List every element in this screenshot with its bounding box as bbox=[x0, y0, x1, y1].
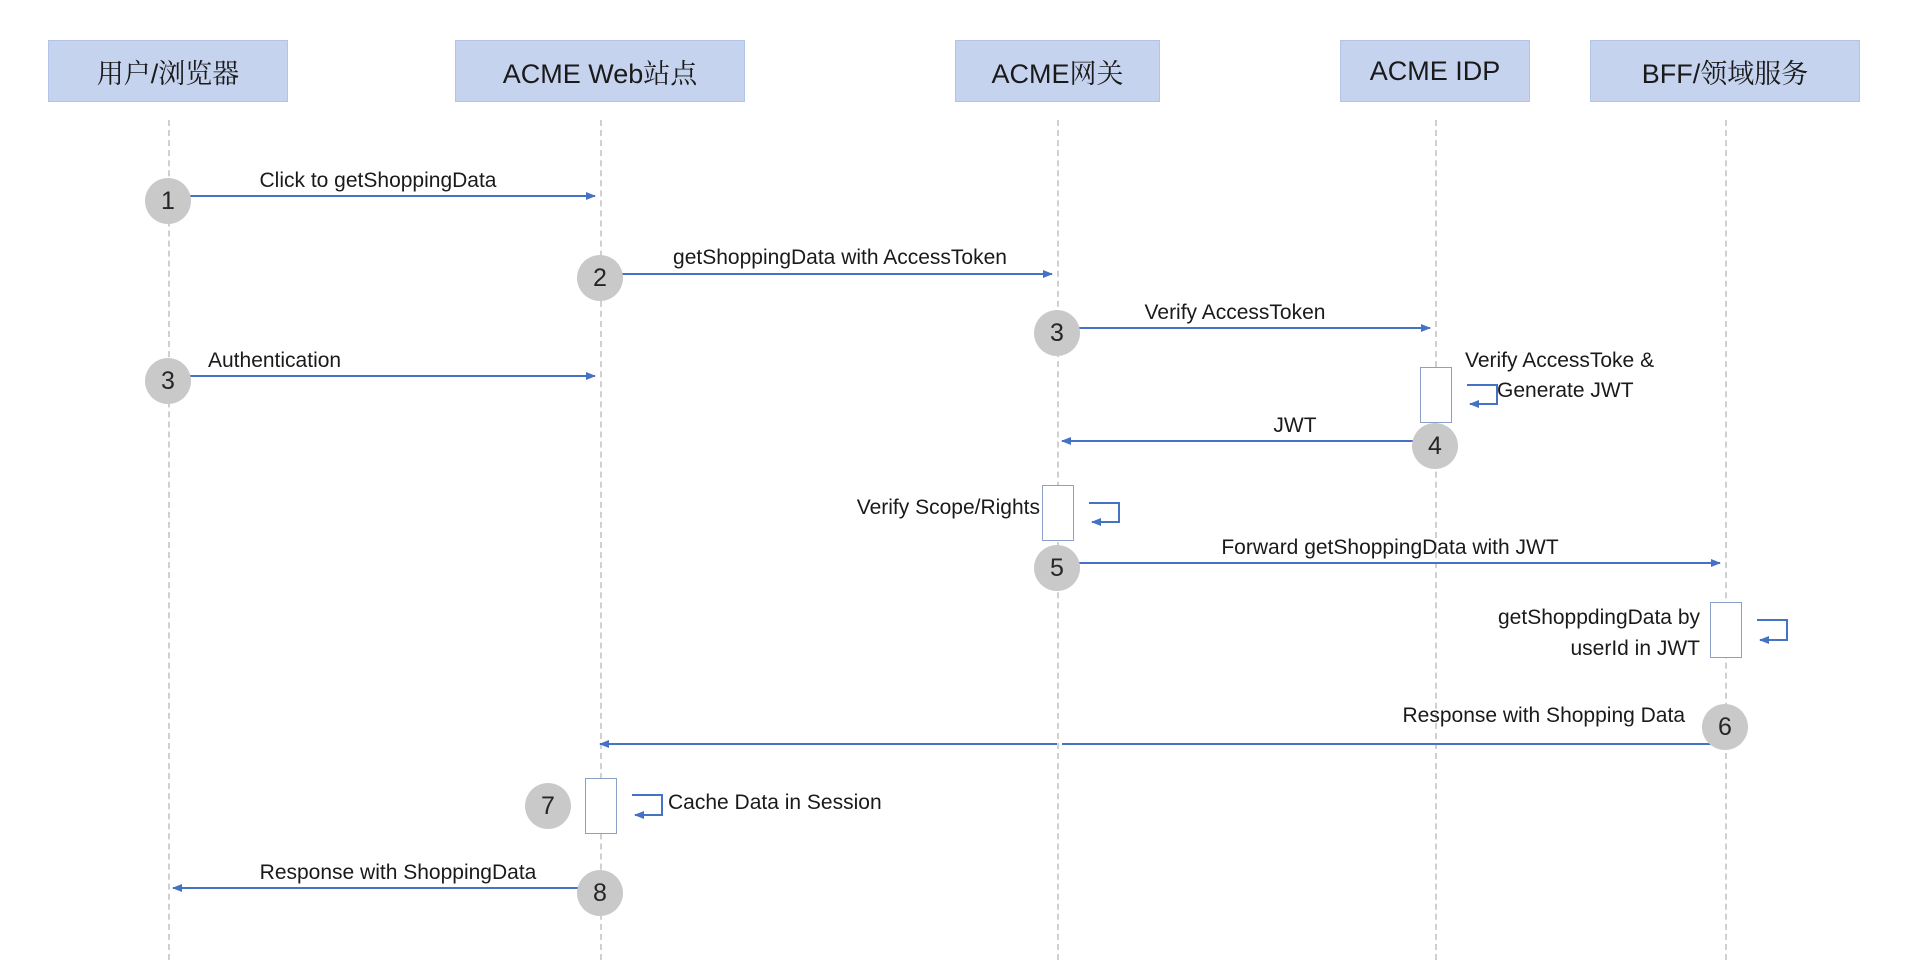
message-label-cache-data: Cache Data in Session bbox=[668, 791, 882, 814]
self-call-box-bff bbox=[1710, 602, 1742, 658]
actor-bff bbox=[1590, 40, 1860, 102]
lifeline-website bbox=[600, 120, 602, 960]
self-call-box-idp bbox=[1420, 367, 1452, 423]
message-label-forward: Forward getShoppingData with JWT bbox=[1221, 536, 1559, 559]
message-label-response-shopping-data: Response with Shopping Data bbox=[1402, 704, 1685, 727]
actor-idp bbox=[1340, 40, 1530, 102]
message-label-2: getShoppingData with AccessToken bbox=[673, 246, 1007, 269]
message-label-getshopping-line2: userId in JWT bbox=[1570, 637, 1700, 660]
sequence-badge-3-auth: 3 bbox=[145, 358, 191, 404]
message-label-jwt: JWT bbox=[1273, 414, 1317, 437]
self-call-box-website bbox=[585, 778, 617, 834]
message-label-authentication: Authentication bbox=[208, 349, 342, 372]
sequence-badge-2: 2 bbox=[577, 255, 623, 301]
sequence-badge-8: 8 bbox=[577, 870, 623, 916]
sequence-badge-4: 4 bbox=[1412, 423, 1458, 469]
message-label-getshopping-line1: getShoppdingData by bbox=[1498, 606, 1700, 629]
lifeline-user bbox=[168, 120, 170, 960]
message-label-verify-jwt-line2: Generate JWT bbox=[1497, 379, 1634, 402]
actor-gateway bbox=[955, 40, 1160, 102]
message-label-verify-jwt-line1: Verify AccessToke & bbox=[1465, 349, 1655, 372]
actor-user bbox=[48, 40, 288, 102]
sequence-badge-7: 7 bbox=[525, 783, 571, 829]
lifeline-bff bbox=[1725, 120, 1727, 960]
sequence-badge-1: 1 bbox=[145, 178, 191, 224]
actor-gateway-label: ACME网关 bbox=[991, 58, 1124, 89]
actor-website bbox=[455, 40, 745, 102]
sequence-badge-6: 6 bbox=[1702, 704, 1748, 750]
actor-user-label: 用户/浏览器 bbox=[96, 58, 240, 89]
message-label-response-shoppingdata: Response with ShoppingData bbox=[259, 861, 537, 884]
actor-bff-label: BFF/领域服务 bbox=[1641, 58, 1809, 89]
self-call-box-gateway bbox=[1042, 485, 1074, 541]
sequence-badge-3: 3 bbox=[1034, 310, 1080, 356]
sequence-badge-5: 5 bbox=[1034, 545, 1080, 591]
message-label-3: Verify AccessToken bbox=[1144, 301, 1326, 324]
message-label-verify-scope: Verify Scope/Rights bbox=[856, 496, 1040, 519]
actor-website-label: ACME Web站点 bbox=[502, 58, 698, 89]
message-label-1: Click to getShoppingData bbox=[259, 169, 497, 192]
actor-idp-label: ACME IDP bbox=[1369, 55, 1501, 86]
